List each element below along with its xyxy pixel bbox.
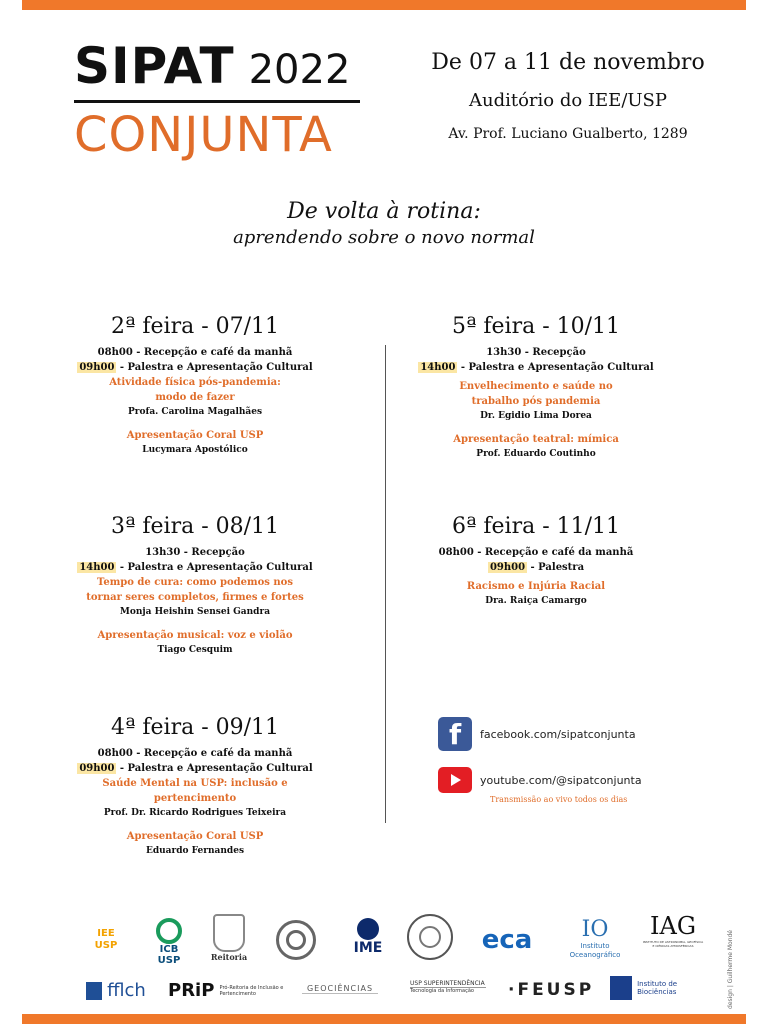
day-block-tuesday bbox=[45, 513, 345, 657]
poli-seal bbox=[407, 914, 453, 960]
facebook-icon bbox=[438, 717, 472, 751]
schedule-text: - Palestra e Apresentação Cultural bbox=[116, 562, 313, 573]
ime-logo-text: IME bbox=[353, 940, 383, 956]
schedule-line bbox=[386, 360, 686, 375]
icb-mark bbox=[156, 918, 182, 944]
theme-line2: aprendendo sobre o novo normal bbox=[233, 227, 535, 248]
event-info bbox=[410, 48, 726, 144]
talk-title-cont: modo de fazer bbox=[155, 392, 235, 403]
knot-mark bbox=[276, 920, 316, 960]
reitoria-logo bbox=[208, 914, 250, 962]
schedule-line: 13h30 - Recepção bbox=[145, 547, 245, 558]
day-block-friday bbox=[386, 513, 686, 608]
speaker-name: Dr. Egidio Lima Dorea bbox=[480, 411, 592, 421]
geo-logo-text: GEOCIÊNCIAS bbox=[302, 984, 378, 994]
ib-logo-text: Instituto de Biociências bbox=[637, 980, 678, 996]
speaker-name: Monja Heishin Sensei Gandra bbox=[119, 607, 271, 617]
facebook-link[interactable] bbox=[438, 717, 758, 751]
brand-year: 2022 bbox=[248, 47, 351, 93]
io-logo-text: IO bbox=[581, 917, 609, 942]
sti-logo-text: USP SUPERINTENDÊNCIA bbox=[410, 980, 485, 987]
time-highlight: 09h00 bbox=[79, 763, 115, 774]
ib-mark bbox=[610, 976, 632, 1000]
youtube-icon bbox=[438, 767, 472, 793]
event-venue: Auditório do IEE/USP bbox=[468, 90, 667, 111]
speaker-name: Profa. Carolina Magalhães bbox=[127, 407, 263, 417]
poli-logo bbox=[406, 914, 454, 960]
prip-logo-text: PRiP bbox=[168, 980, 215, 1001]
top-accent-bar bbox=[22, 0, 746, 10]
io-logo-sub: Instituto Oceanográfico bbox=[569, 942, 621, 959]
event-address: Av. Prof. Luciano Gualberto, 1289 bbox=[448, 126, 688, 142]
cultural-act: Apresentação Coral USP bbox=[126, 831, 264, 842]
sti-logo-sub: Tecnologia da Informação bbox=[410, 988, 474, 994]
eca-logo-text: eca bbox=[481, 925, 533, 955]
cultural-act: Apresentação musical: voz e violão bbox=[97, 630, 293, 641]
day-title: 4ª feira - 09/11 bbox=[110, 715, 280, 740]
brand-subtitle: CONJUNTA bbox=[74, 107, 333, 163]
youtube-link[interactable] bbox=[438, 767, 758, 804]
ime-mark bbox=[357, 918, 379, 940]
talk-title: Saúde Mental na USP: inclusão e bbox=[102, 778, 288, 789]
talk-title: Atividade física pós-pandemia: bbox=[109, 377, 281, 388]
day-title: 6ª feira - 11/11 bbox=[451, 514, 621, 539]
day-block-wednesday bbox=[45, 714, 345, 858]
ib-logo bbox=[610, 976, 690, 1000]
speaker-name: Prof. Dr. Ricardo Rodrigues Teixeira bbox=[103, 808, 287, 818]
cultural-act: Apresentação teatral: mímica bbox=[453, 434, 619, 445]
schedule-text: - Palestra e Apresentação Cultural bbox=[457, 362, 654, 373]
schedule-line bbox=[45, 761, 345, 776]
act-person: Eduardo Fernandes bbox=[145, 846, 245, 856]
cultural-act: Apresentação Coral USP bbox=[126, 430, 264, 441]
io-logo bbox=[562, 918, 628, 960]
schedule-line bbox=[45, 560, 345, 575]
facebook-url[interactable]: facebook.com/sipatconjunta bbox=[480, 727, 636, 741]
schedule-line bbox=[386, 560, 686, 575]
feusp-logo-text: ·FEUSP bbox=[508, 980, 595, 1000]
prip-logo-sub: Pró-Reitoria de Inclusão e Pertencimento bbox=[219, 984, 284, 997]
day-block-thursday bbox=[386, 313, 686, 461]
prip-logo bbox=[168, 980, 298, 1001]
schedule-line: 13h30 - Recepção bbox=[486, 347, 586, 358]
fflch-logo bbox=[86, 980, 158, 1001]
stream-note: Transmissão ao vivo todos os dias bbox=[490, 795, 628, 804]
design-credit: design | Guilherme Mondé bbox=[727, 930, 734, 1009]
reitoria-crest bbox=[213, 914, 245, 952]
icb-logo-text: ICB USP bbox=[157, 944, 181, 966]
iee-logo-text: IEE USP bbox=[94, 928, 118, 951]
time-highlight: 14h00 bbox=[79, 562, 115, 573]
theme-line1: De volta à rotina: bbox=[287, 199, 481, 224]
talk-title-cont: tornar seres completos, firmes e fortes bbox=[86, 592, 304, 603]
time-highlight: 09h00 bbox=[79, 362, 115, 373]
schedule-line: 08h00 - Recepção e café da manhã bbox=[97, 347, 293, 358]
act-person: Lucymara Apostólico bbox=[142, 445, 248, 455]
knot-logo bbox=[276, 920, 316, 960]
schedule-text: - Palestra e Apresentação Cultural bbox=[116, 763, 313, 774]
iag-logo bbox=[642, 912, 704, 948]
iag-logo-text: IAG bbox=[650, 912, 696, 940]
event-brand bbox=[74, 38, 364, 161]
time-highlight: 09h00 bbox=[489, 562, 526, 573]
geo-logo bbox=[302, 984, 378, 994]
schedule-line: 08h00 - Recepção e café da manhã bbox=[438, 547, 634, 558]
day-title: 3ª feira - 08/11 bbox=[110, 514, 280, 539]
talk-title: Racismo e Injúria Racial bbox=[466, 581, 606, 592]
bottom-accent-bar bbox=[22, 1014, 746, 1024]
act-person: Tiago Cesquim bbox=[157, 645, 233, 655]
schedule-text: - Palestra e Apresentação Cultural bbox=[116, 362, 313, 373]
brand-divider bbox=[74, 100, 360, 103]
iee-logo bbox=[86, 928, 126, 952]
fflch-logo-text: fflch bbox=[107, 980, 146, 1001]
talk-title-cont: trabalho pós pandemia bbox=[471, 396, 601, 407]
icb-logo bbox=[148, 918, 190, 966]
act-person: Prof. Eduardo Coutinho bbox=[476, 449, 596, 459]
feusp-logo bbox=[508, 980, 595, 1000]
speaker-name: Dra. Raiça Camargo bbox=[485, 596, 587, 606]
fflch-mark bbox=[86, 982, 102, 1000]
ime-logo bbox=[348, 918, 388, 956]
talk-title: Envelhecimento e saúde no bbox=[459, 381, 613, 392]
youtube-url[interactable]: youtube.com/@sipatconjunta bbox=[480, 773, 642, 787]
event-theme bbox=[0, 198, 768, 250]
day-title: 5ª feira - 10/11 bbox=[451, 314, 621, 339]
brand-title: SIPAT bbox=[74, 37, 235, 95]
event-dates: De 07 a 11 de novembro bbox=[431, 50, 705, 75]
talk-title: Tempo de cura: como podemos nos bbox=[97, 577, 293, 588]
reitoria-label: Reitoria bbox=[210, 952, 248, 962]
schedule-text: - Palestra bbox=[527, 562, 585, 573]
schedule-line: 08h00 - Recepção e café da manhã bbox=[97, 748, 293, 759]
talk-title-cont: pertencimento bbox=[153, 793, 237, 804]
schedule-line bbox=[45, 360, 345, 375]
iag-logo-sub: INSTITUTO DE ASTRONOMIA, GEOFÍSICA E CIÊNCIAS ATMOSFÉRICAS bbox=[642, 940, 704, 948]
day-title: 2ª feira - 07/11 bbox=[110, 314, 280, 339]
day-block-monday bbox=[45, 313, 345, 457]
eca-logo bbox=[472, 926, 542, 954]
time-highlight: 14h00 bbox=[420, 362, 456, 373]
sti-logo bbox=[410, 980, 486, 994]
